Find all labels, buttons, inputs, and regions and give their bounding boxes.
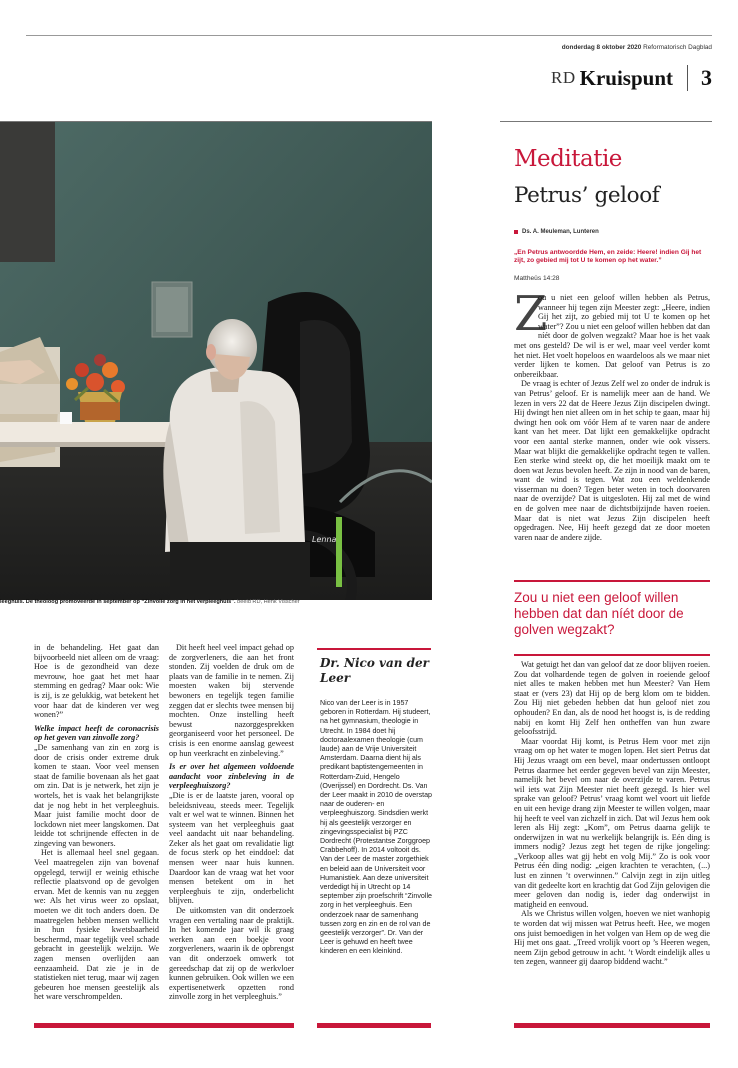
bio-title: Dr. Nico van der Leer	[320, 656, 429, 685]
masthead-divider	[687, 65, 688, 91]
photo-credit: beeld RD, Henk Visscher	[237, 599, 300, 605]
svg-text:Lenna: Lenna	[312, 535, 337, 544]
page-number: 3	[701, 65, 712, 90]
subhead-rule-top	[514, 580, 710, 582]
meditation-subhead: Zou u niet een geloof willen hebben dat dan níét door de golven wegzakt?	[514, 590, 684, 637]
article-column-2	[169, 643, 294, 1002]
paper-name: Reformatorisch Dagblad	[643, 44, 712, 51]
meditation-top-rule	[500, 121, 712, 122]
date: donderdag 8 oktober 2020	[561, 44, 642, 51]
meditation-body-continued	[514, 660, 710, 967]
article-photo	[0, 122, 432, 600]
bible-quote: „En Petrus antwoordde Hem, en zeide: Heere! indien Gij het zijt, zo gebied mij tot U te komen op het water.”	[514, 249, 702, 265]
article-paragraph: Het is allemaal heel snel gegaan. Veel maatregelen zijn van bovenaf opgelegd, terwijl er weinig ethische reflectie plaatsvond op de gevolgen ervan. Met de kennis van nu zeggen we: Als het virus weer zo opslaat, moeten we dit toch anders doen. De maatregelen hebben mensen wellicht in hun fysieke kwetsbaarheid beschermd, maar tegelijk veel schade gebracht in geestelijk welzijn. We zagen mensen overlijden aan eenzaamheid. Dat zie je in de statistieken niet terug, maar wij zagen gebeuren hoe mensen geestelijk als het ware verschrompelden.	[34, 848, 159, 1002]
meditation-author	[514, 229, 599, 235]
meditation-body	[514, 286, 710, 542]
article-column-1	[34, 643, 159, 1002]
meditation-paragraph: Wat getuigt het dan van geloof dat ze door blijven roeien. Zou dat volhardende tegen de golven in roeiende geloof niet alles te maken hebben met hun Meester? Van Hem staat er (vers 23) dat Hij op de berg klom om te bidden. Zou Hij niet gebeden hebben dat hun geloof niet zou ophouden? En dan, als de nood het hoogst is, is de redding nabij en komt Hij Zelf hen ontheffen van hun zware geloofsstrijd.	[514, 660, 710, 737]
author-marker-icon	[514, 230, 518, 234]
article-paragraph: De uitkomsten van dit onderzoek vragen een vertaling naar de praktijk. In het komende jaar wil ik graag werken aan een boekje voor zorgverleners, waarin ik de opbrengst van dit onderzoek omwerk tot gereedschap dat zij op de werkvloer kunnen gebruiken. Ook willen we een expertisenetwerk opzetten rond zinvolle zorg in het verpleeghuis.”	[169, 906, 294, 1002]
interview-question: Is er over het algemeen voldoende aandacht voor zinbeleving in de verpleeghuiszorg?	[169, 762, 294, 791]
article-paragraph: in de behandeling. Het gaat dan bijvoorbeeld niet alleen om de vraag: Hoe is de gezondheid van deze mevrouw, hoe gaat het met haar stemming en gedrag? Maar ook: Wie is zij, is ze gelukkig, wat betekent het voor haar dat de kinderen ver weg wonen?”	[34, 643, 159, 720]
top-rule	[26, 35, 712, 36]
caption-text: leeghuis. De theoloog promoveerde in september op “Zinvolle zorg in het verpleeghuis”.	[0, 599, 236, 605]
subhead-rule-bottom	[514, 654, 710, 656]
meditation-title: Petrus’ geloof	[514, 183, 660, 208]
bible-reference: Mattheüs 14:28	[514, 275, 560, 282]
dropcap-box	[514, 286, 548, 342]
masthead	[551, 64, 712, 92]
author-name: Ds. A. Meuleman, Lunteren	[522, 229, 599, 235]
meditation-paragraph: ou u niet een geloof willen hebben als Petrus, wanneer hij tegen zijn Meester zegt: „Heere, indien Gij het zijt, zo gebied mij tot U te komen op het water”? Zou u niet een geloof willen hebben dat dan níét door de golven wegzakt? Maar hoe is het vaak met ons gesteld? De wil is er wel, maar veel verder komt het niet. Het voelt hopeloos en waardeloos als we maar niet verder lijken te komen. Dat geloof van Petrus is zo onbereikbaar.	[514, 293, 710, 379]
dateline	[562, 44, 712, 51]
brand-prefix: RD	[551, 68, 576, 87]
meditation-paragraph: De vraag is echter of Jezus Zelf wel zo onder de indruk is van Petrus’ geloof. Er is namelijk meer aan de hand. We lezen in vers 22 dat de Heere Jezus Zijn discipelen dwingt. Hij dwingt hen niet alleen om in het schip te gaan, maar hij dwingt hen ook om vóór Hem af te varen naar de andere kant van het meer. Dat lijkt een gemakkelijke opdracht voor een aantal sterke mannen, onder wie ook vissers. Maar wat blijkt die gemakkelijke opdracht tegen te vallen. Een sterke wind steekt op, die het moeilijk maakt om te doen wat Jezus bevolen heeft. Ze zijn in nood van de baren, want de wind is tegen. Wat zou een weldenkende visserman nu doen? Tegen beter weten in toch doorvaren naar de overzijde? Dat is uitgesloten. Hij zal met de wind en de golven mee naar de dichtstbijzijnde haven roeien. Maar dat is niet wat Jezus Zijn discipelen heeft opgedragen. Nee, Hij heeft gezegd dat ze door moeten varen naar de andere zijde.	[514, 379, 710, 542]
bio-box-rule	[317, 648, 431, 650]
footer-bar-article	[34, 1023, 294, 1028]
article-paragraph: „Die is er de laatste jaren, vooral op beleidsniveau, steeds meer. Tegelijk valt er wel wat te winnen. Binnen het systeem van het verpleeghuis gaat veel aandacht uit naar behandeling. Zeker als het gaat om revalidatie ligt de focus sterk op het einddoel: dat mensen weer naar huis kunnen. Daardoor kan de vraag wat het voor mensen betekent om in het verpleeghuis te zijn, onderbelicht blijven.	[169, 790, 294, 906]
meditation-paragraph: Maar voordat Hij komt, is Petrus Hem voor met zijn vraag om op het water te mogen lopen. Het siert Petrus dat Hij Jezus vraagt om een bevel, maar ondertussen ontloopt Petrus daarmee het eerder gegeven bevel van zijn Meester, namelijk het bevel om naar de overzijde te varen. Petrus wil iets wat Zijn Meester niet heeft gezegd. Is hier wel sprake van geloof? Petrus’ vraag komt wel voort uit liefde en uit een hevige drang zijn Meester te willen volgen, maar hij heeft te veel van zichzelf in zich. Dat wil Jezus hem ook leren als Hij zegt: „Kom”, om Petrus daarna gelijk te onderwijzen in wat nu werkelijk belangrijk is. Eén ding is immers nodig? Jezus zegt het tegen de rijke jongeling: „Verkoop alles wat gij hebt en volg Mij.” Zo is ook voor Petrus één ding nodig: „eigen krachten te verachten, (...) lust en zinnen ’t overwinnen.” Calvijn zegt in zijn uitleg van dit gedeelte kort en krachtig dat God Zijn gelovigen die meer geloven dan nodig is, ieder dag onderwijst in matigheid en eenvoud.	[514, 736, 710, 909]
meditation-kicker: Meditatie	[514, 146, 622, 172]
bio-text: Nico van der Leer is in 1957 geboren in Rotterdam. Hij studeert, na het gymnasium, theologie in Utrecht. In 1984 doet hij doctoraalexamen theologie (cum laude) aan de Vrije Universiteit Amsterdam. Daarna dient hij als predikant baptistengemeenten in Rotterdam-Zuid, Hengelo (Overijssel) en Dordrecht. Ds. Van der Leer maakt in 2010 de overstap naar de ouderen- en verpleeghuiszorg. Sindsdien werkt hij als geestelijk verzorger en zingevingsspecialist bij PZC Dordrecht (Protestantse Zorggroep Crabbehoff). In 2014 voltooit ds. Van der Leer de master zorgethiek en beleid aan de Universiteit voor Humanistiek. Aan deze universiteit verdedigt hij in Utrecht op 14 september zijn proefschrift “Zinvolle zorg in het verpleeghuis. Een onderzoek naar de samenhang tussen zorg en zin en de rol van de geestelijk verzorger”. Dr. Van der Leer is gehuwd en heeft twee kinderen en een kleinkind.	[320, 699, 432, 956]
article-paragraph: „De samenhang van zin en zorg is door de crisis onder extreme druk komen te staan. Voor veel mensen staat de familie bovenaan als het gaat om zin. Dat is je netwerk, het zijn je wortels, het is vaak het belangrijkste dat je nog hebt in het verpleeghuis. Maar juist familie mocht door de lockdown niet meer langskomen. Dat leidde tot schrijnende effecten in de zingeving van bewoners.	[34, 742, 159, 848]
article-paragraph: Dit heeft heel veel impact gehad op de zorgverleners, die aan het front stonden. Zij voelden de druk om de plaats van de familie in te nemen. Zij moesten waken bij stervende bewoners en tegelijk tegen familie zeggen dat er slechts twee mensen bij mochten. Onze instelling heeft bewust nazorggesprekken georganiseerd voor het personeel. De crisis is een enorme aanslag geweest op hun veerkracht en zinbeleving.”	[169, 643, 294, 758]
section-title: Kruispunt	[579, 65, 673, 90]
interview-question: Welke impact heeft de coronacrisis op het geven van zinvolle zorg?	[34, 723, 159, 743]
meditation-paragraph: Als we Christus willen volgen, hoeven we niet wanhopig te worden dat wij missen wat Petrus heeft. Hee, we mogen ons juist bemoedigen in het volgen van Hem op de weg die Hij met ons gaat. „Treed vrolijk voort op ’s Heeren wegen, neem Zijn gebod getrouw in acht. ’t Wordt eindelijk alles u ten zegen, wanneer gij daarop biddend wacht.”	[514, 909, 710, 967]
photo-caption	[0, 599, 432, 605]
footer-bar-meditation	[514, 1023, 710, 1028]
dropcap: Z	[514, 286, 548, 342]
footer-bar-bio	[317, 1023, 431, 1028]
